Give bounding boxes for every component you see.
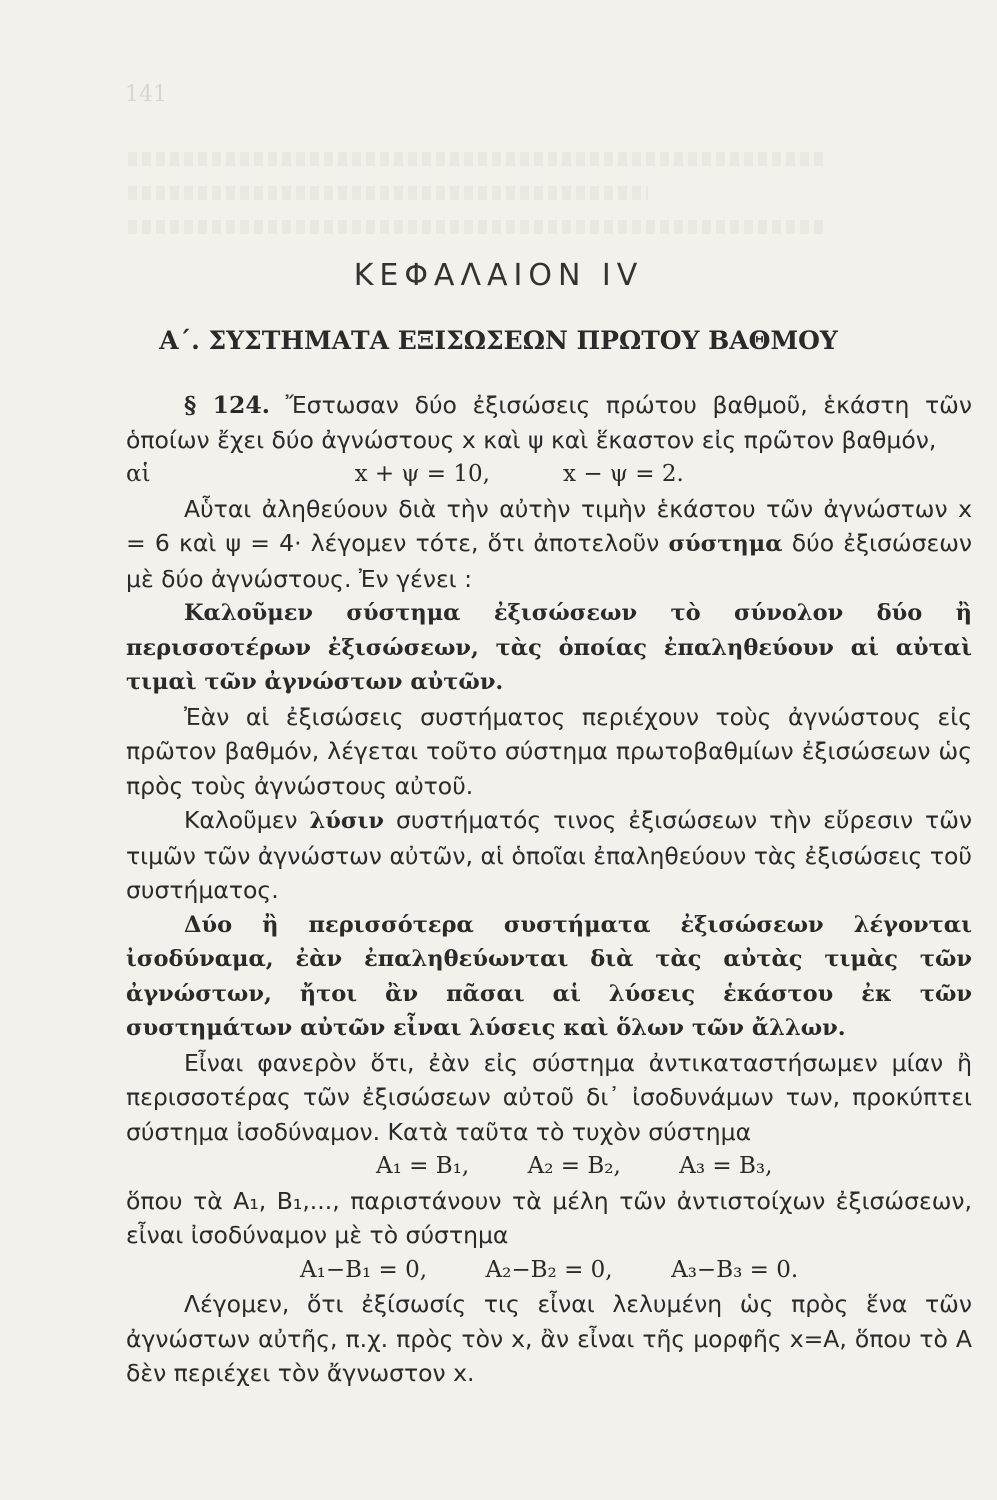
paragraph-intro — [126, 388, 972, 457]
equation-3: A₁−B₁ = 0, A₂−B₂ = 0, A₃−B₃ = 0. — [300, 1256, 799, 1283]
paragraph-system: Αὗται ἀληθεύουν διὰ τὴν αὐτὴν τιμὴν ἑκάστου τῶν ἀγνώστων x = 6 καὶ ψ = 4· λέγομεν τότε, ὅτι ἀποτελοῦν σύστημα δύο ἐξισώσεων μὲ δύο ἀγνώστους. Ἐν γένει : — [126, 494, 973, 593]
paragraph-equivalence: Εἶναι φανερὸν ὅτι, ἐὰν εἰς σύστημα ἀντικαταστήσωμεν μίαν ἢ περισσοτέρας τῶν ἐξισώσεων αὐτοῦ δι᾽ ἰσοδυνάμων των, προκύπτει σύστημα ἰσοδύναμον. Κατὰ ταῦτα τὸ τυχὸν σύστημα — [126, 1048, 972, 1146]
bleed-through-line — [128, 186, 648, 200]
equation-1-text: x + ψ = 10, x − ψ = 2. — [354, 461, 684, 487]
term-solution: λύσιν — [309, 808, 384, 834]
section-mark: § 124. — [184, 391, 270, 419]
equation-2: A₁ = B₁, A₂ = B₂, A₃ = B₃, — [376, 1153, 773, 1179]
equation-label: αἱ — [126, 461, 151, 487]
paragraph-first-degree: Ἐὰν αἱ ἐξισώσεις συστήματος περιέχουν τοὺς ἀγνώστους εἰς πρῶτον βαθμόν, λέγεται τοῦτο σύστημα πρωτοβαθμίων ἐξισώσεων ὡς πρὸς τοὺς ἀγνώστους αὐτοῦ. — [126, 702, 972, 800]
page-number: 141 — [125, 82, 167, 107]
paragraph-solved: Λέγομεν, ὅτι ἐξίσωσίς τις εἶναι λελυμένη ὡς πρὸς ἕνα τῶν ἀγνώστων αὐτῆς, π.χ. πρὸς τὸν x, ἂν εἶναι τῆς μορφῆς x=A, ὅπου τὸ A δὲν περιέχει τὸν ἄγνωστον x. — [126, 1290, 972, 1387]
definition-equivalent: Δύο ἢ περισσότερα συστήματα ἐξισώσεων λέγονται ἰσοδύναμα, ἐὰν ἐπαληθεύωνται διὰ τὰς αὐτὰς τιμὰς τῶν ἀγνώστων, ἤτοι ἂν πᾶσαι αἱ λύσεις ἑκάστου ἐκ τῶν συστημάτων αὐτῶν εἶναι λύσεις καὶ ὅλων τῶν ἄλλων. — [126, 911, 972, 1041]
term-system: σύστημα — [668, 531, 783, 557]
paragraph-members: ὅπου τὰ A₁, B₁,..., παριστάνουν τὰ μέλη τῶν ἀντιστοίχων ἐξισώσεων, εἶναι ἰσοδύναμον μὲ τὸ σύστημα — [126, 1186, 972, 1249]
section-title: Α΄. ΣΥΣΤΗΜΑΤΑ ΕΞΙΣΩΣΕΩΝ ΠΡΩΤΟΥ ΒΑΘΜΟΥ — [159, 326, 838, 355]
definition-system: Καλοῦμεν σύστημα ἐξισώσεων τὸ σύνολον δύο ἢ περισσοτέρων ἐξισώσεων, τὰς ὁποίας ἐπαληθεύουν αἱ αὐταὶ τιμαὶ τῶν ἀγνώστων αὐτῶν. — [126, 600, 972, 695]
intro-text: Ἔστωσαν δύο ἐξισώσεις πρώτου βαθμοῦ, ἑκάστη τῶν ὁποίων ἔχει δύο ἀγνώστους x καὶ ψ καὶ ἕκαστον εἰς πρῶτον βαθμόν, — [126, 391, 972, 454]
chapter-heading: ΚΕΦΑΛΑΙΟΝ IV — [353, 258, 644, 293]
equation-1 — [126, 457, 972, 492]
bleed-through-line — [128, 152, 828, 166]
paragraph-solution: Καλοῦμεν λύσιν συστήματός τινος ἐξισώσεων τὴν εὕρεσιν τῶν τιμῶν τῶν ἀγνώστων αὐτῶν, αἱ ὁποῖαι ἐπαληθεύουν τὰς ἐξισώσεις τοῦ συστήματος. — [126, 806, 972, 904]
bleed-through-line — [128, 220, 828, 234]
body-text — [126, 388, 972, 1391]
